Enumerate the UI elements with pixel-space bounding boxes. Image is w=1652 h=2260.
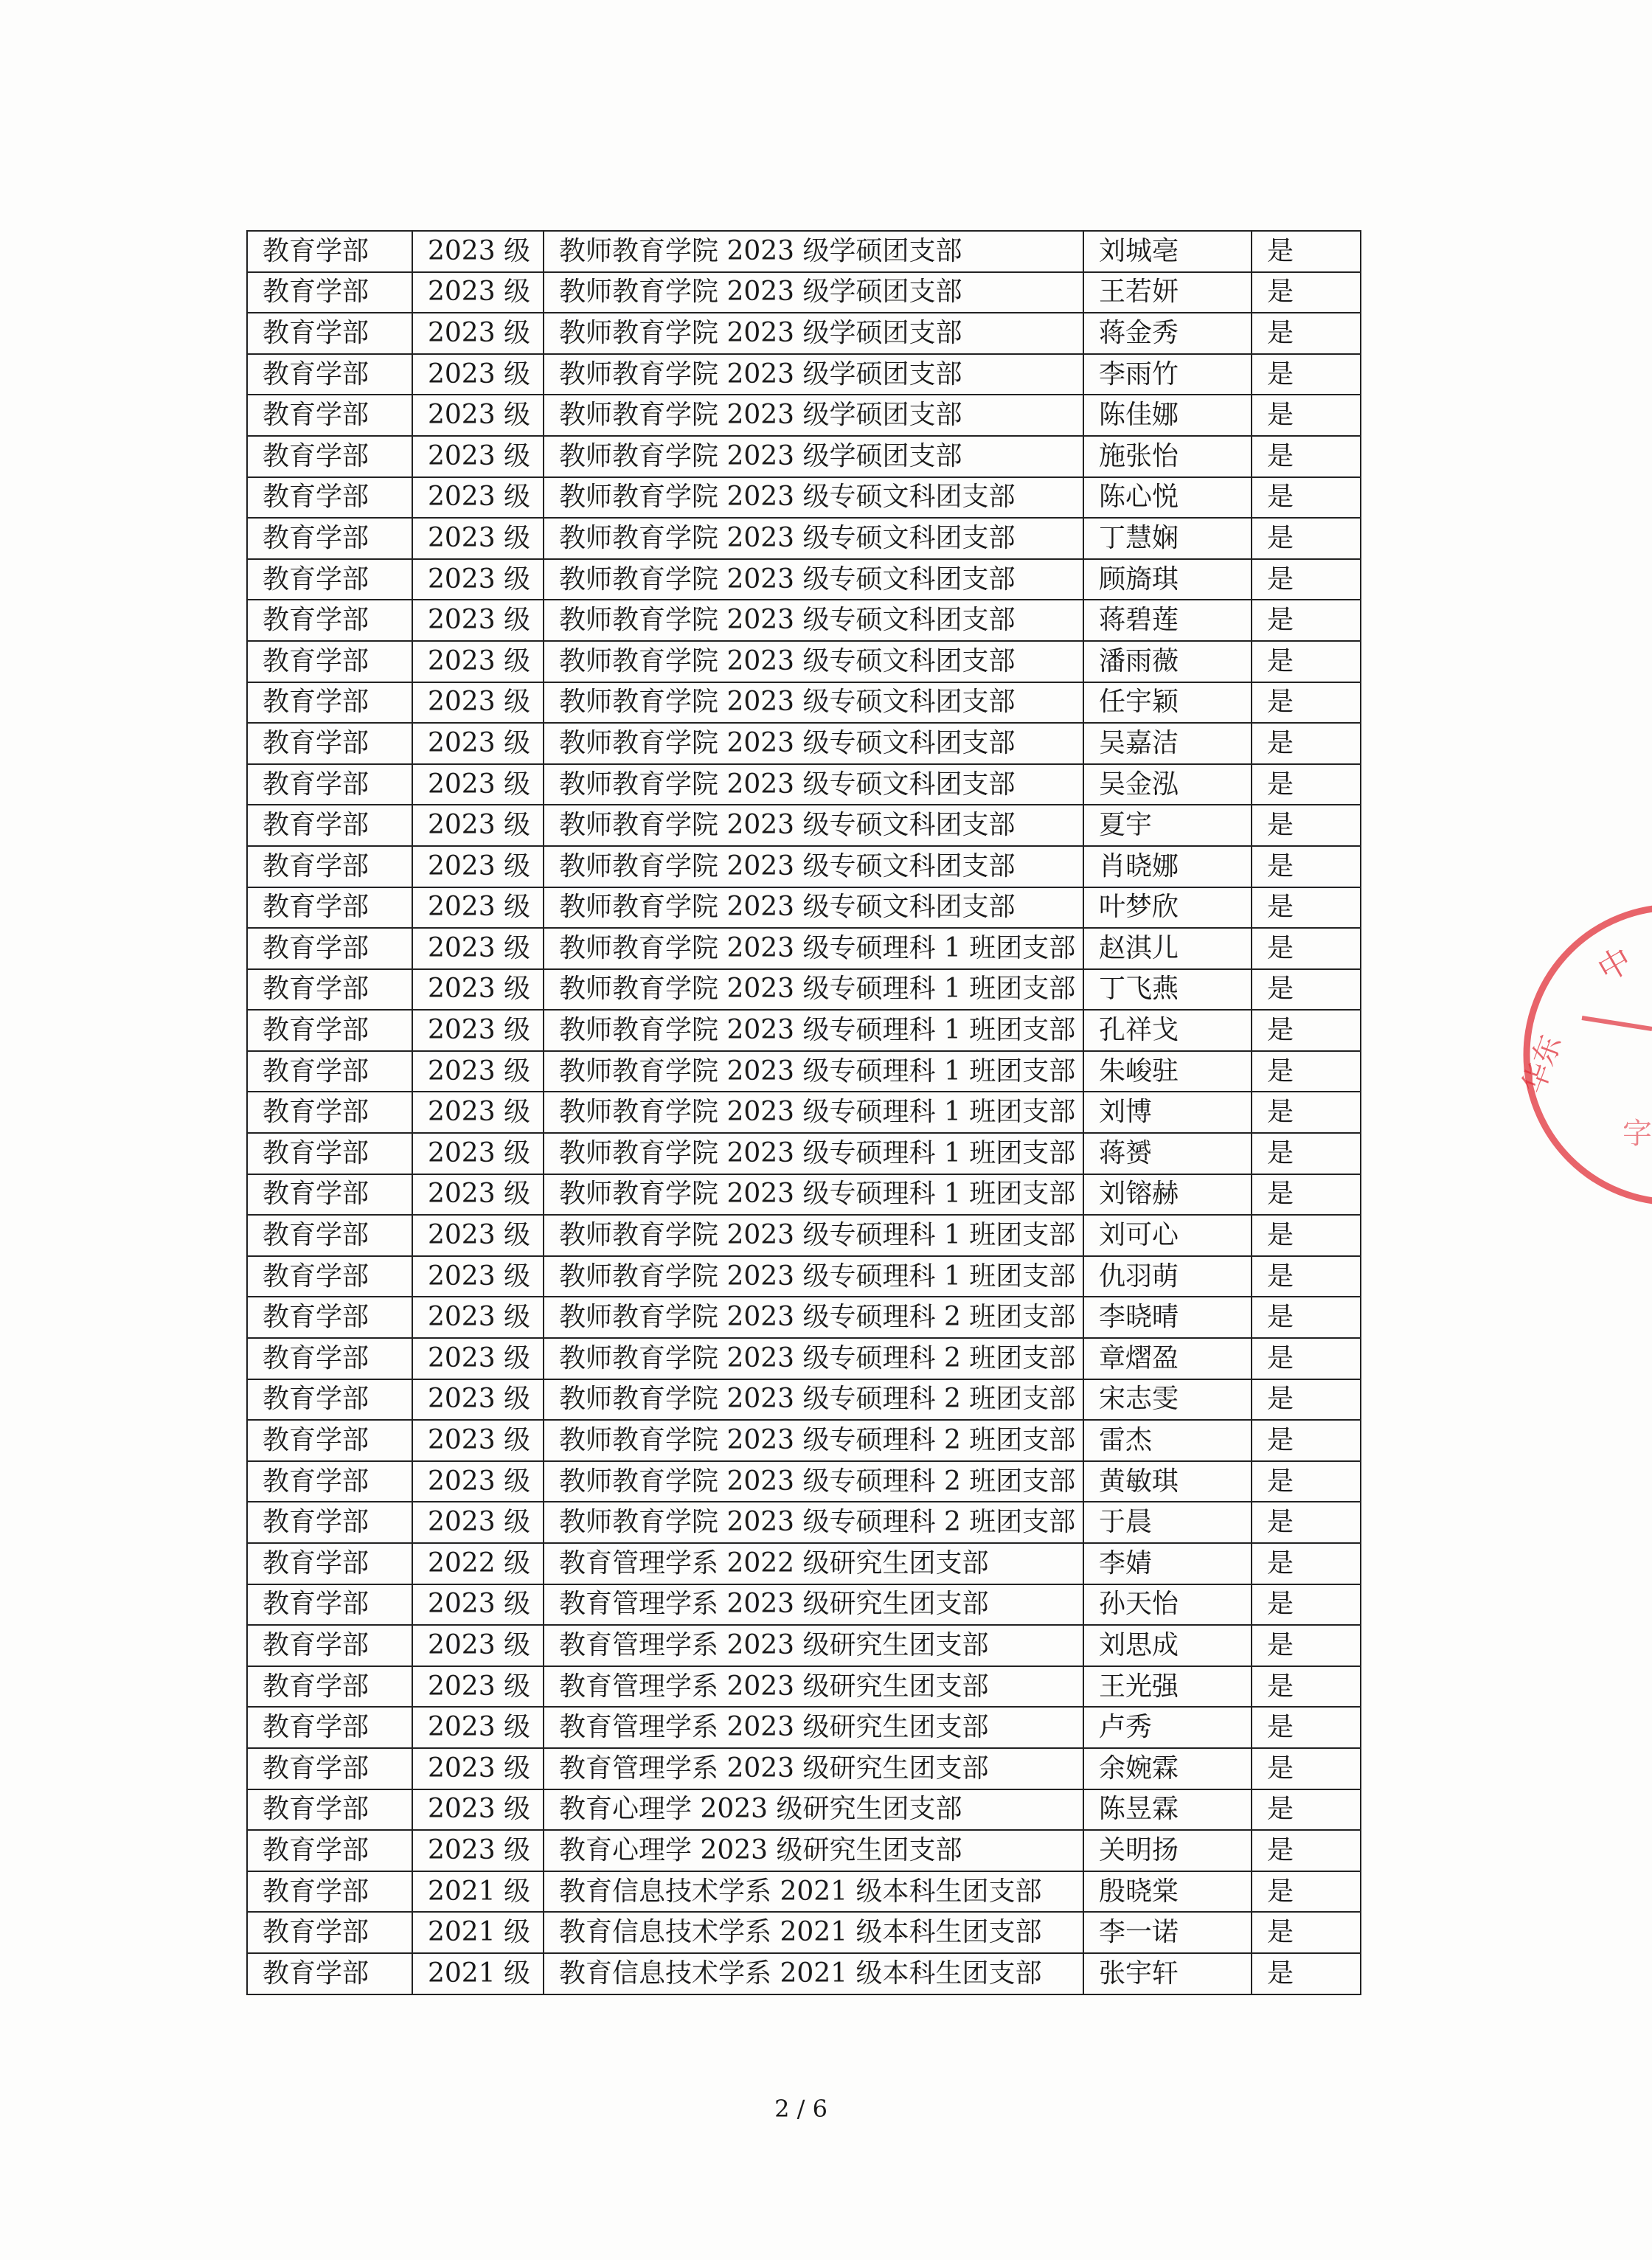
status-cell: 是 (1252, 231, 1361, 272)
page-number: 2 / 6 (774, 2095, 827, 2123)
table-row (247, 1420, 1361, 1461)
department-cell: 教育学部 (247, 313, 412, 354)
grade-cell: 2023 级 (412, 1297, 544, 1338)
table-row (247, 395, 1361, 436)
status-cell: 是 (1252, 1215, 1361, 1256)
department-cell: 教育学部 (247, 1666, 412, 1708)
status-cell: 是 (1252, 1502, 1361, 1543)
branch-cell: 教师教育学院 2023 级专硕文科团支部 (544, 641, 1083, 682)
table-row (247, 1707, 1361, 1748)
department-cell: 教育学部 (247, 682, 412, 724)
department-cell: 教育学部 (247, 600, 412, 641)
name-cell: 李晓晴 (1083, 1297, 1252, 1338)
department-cell: 教育学部 (247, 1953, 412, 1994)
table-row (247, 723, 1361, 764)
status-cell: 是 (1252, 887, 1361, 929)
grade-cell: 2023 级 (412, 764, 544, 805)
department-cell: 教育学部 (247, 1215, 412, 1256)
branch-cell: 教育管理学系 2023 级研究生团支部 (544, 1707, 1083, 1748)
branch-cell: 教师教育学院 2023 级专硕文科团支部 (544, 887, 1083, 929)
branch-cell: 教师教育学院 2023 级专硕文科团支部 (544, 846, 1083, 887)
status-cell: 是 (1252, 1543, 1361, 1584)
status-cell: 是 (1252, 436, 1361, 477)
department-cell: 教育学部 (247, 1420, 412, 1461)
status-cell: 是 (1252, 1133, 1361, 1174)
department-cell: 教育学部 (247, 641, 412, 682)
official-seal-stamp (1516, 900, 1652, 1210)
department-cell: 教育学部 (247, 1379, 412, 1421)
branch-cell: 教师教育学院 2023 级专硕理科 2 班团支部 (544, 1297, 1083, 1338)
department-cell: 教育学部 (247, 764, 412, 805)
status-cell: 是 (1252, 1789, 1361, 1831)
branch-cell: 教育管理学系 2023 级研究生团支部 (544, 1625, 1083, 1666)
branch-cell: 教师教育学院 2023 级专硕理科 1 班团支部 (544, 1215, 1083, 1256)
table-row (247, 1953, 1361, 1994)
department-cell: 教育学部 (247, 1584, 412, 1626)
name-cell: 卢秀 (1083, 1707, 1252, 1748)
status-cell: 是 (1252, 1051, 1361, 1092)
status-cell: 是 (1252, 1707, 1361, 1748)
table-row (247, 1461, 1361, 1502)
department-cell: 教育学部 (247, 887, 412, 929)
name-cell: 蒋金秀 (1083, 313, 1252, 354)
table-row (247, 1584, 1361, 1626)
name-cell: 丁慧娴 (1083, 518, 1252, 559)
table-row (247, 1625, 1361, 1666)
table-row (247, 1338, 1361, 1379)
svg-text:华东: 华东 (1516, 1030, 1569, 1098)
grade-cell: 2023 级 (412, 682, 544, 724)
grade-cell: 2023 级 (412, 1133, 544, 1174)
branch-cell: 教师教育学院 2023 级学硕团支部 (544, 272, 1083, 313)
status-cell: 是 (1252, 1912, 1361, 1953)
branch-cell: 教师教育学院 2023 级专硕文科团支部 (544, 682, 1083, 724)
grade-cell: 2023 级 (412, 1256, 544, 1297)
branch-cell: 教师教育学院 2023 级专硕理科 2 班团支部 (544, 1379, 1083, 1421)
name-cell: 刘城亳 (1083, 231, 1252, 272)
table-row (247, 1297, 1361, 1338)
grade-cell: 2023 级 (412, 1830, 544, 1871)
department-cell: 教育学部 (247, 1051, 412, 1092)
grade-cell: 2023 级 (412, 1092, 544, 1133)
name-cell: 王光强 (1083, 1666, 1252, 1708)
table-row (247, 1092, 1361, 1133)
name-cell: 李雨竹 (1083, 354, 1252, 395)
branch-cell: 教师教育学院 2023 级专硕文科团支部 (544, 764, 1083, 805)
name-cell: 施张怡 (1083, 436, 1252, 477)
branch-cell: 教师教育学院 2023 级专硕文科团支部 (544, 600, 1083, 641)
branch-cell: 教师教育学院 2023 级专硕理科 1 班团支部 (544, 1256, 1083, 1297)
branch-cell: 教师教育学院 2023 级专硕理科 1 班团支部 (544, 969, 1083, 1011)
grade-cell: 2023 级 (412, 1338, 544, 1379)
branch-cell: 教师教育学院 2023 级专硕理科 2 班团支部 (544, 1420, 1083, 1461)
status-cell: 是 (1252, 1830, 1361, 1871)
department-cell: 教育学部 (247, 928, 412, 969)
name-cell: 陈心悦 (1083, 477, 1252, 519)
status-cell: 是 (1252, 1297, 1361, 1338)
grade-cell: 2023 级 (412, 887, 544, 929)
name-cell: 夏宇 (1083, 805, 1252, 846)
department-cell: 教育学部 (247, 1502, 412, 1543)
grade-cell: 2023 级 (412, 1584, 544, 1626)
branch-cell: 教师教育学院 2023 级专硕理科 1 班团支部 (544, 1010, 1083, 1051)
table-row (247, 559, 1361, 600)
table-row (247, 1215, 1361, 1256)
name-cell: 陈昱霖 (1083, 1789, 1252, 1831)
name-cell: 顾旖琪 (1083, 559, 1252, 600)
department-cell: 教育学部 (247, 436, 412, 477)
name-cell: 王若妍 (1083, 272, 1252, 313)
grade-cell: 2023 级 (412, 723, 544, 764)
table-row (247, 1051, 1361, 1092)
grade-cell: 2023 级 (412, 1748, 544, 1789)
status-cell: 是 (1252, 1338, 1361, 1379)
table-row (247, 1830, 1361, 1871)
grade-cell: 2021 级 (412, 1912, 544, 1953)
branch-cell: 教师教育学院 2023 级专硕理科 2 班团支部 (544, 1338, 1083, 1379)
branch-cell: 教师教育学院 2023 级专硕理科 1 班团支部 (544, 1174, 1083, 1216)
status-cell: 是 (1252, 1092, 1361, 1133)
branch-cell: 教育管理学系 2022 级研究生团支部 (544, 1543, 1083, 1584)
branch-cell: 教师教育学院 2023 级学硕团支部 (544, 436, 1083, 477)
grade-cell: 2023 级 (412, 1707, 544, 1748)
table-row (247, 887, 1361, 929)
branch-cell: 教师教育学院 2023 级专硕文科团支部 (544, 723, 1083, 764)
table-row (247, 1256, 1361, 1297)
department-cell: 教育学部 (247, 969, 412, 1011)
name-cell: 殷晓棠 (1083, 1871, 1252, 1913)
table-row (247, 846, 1361, 887)
branch-cell: 教师教育学院 2023 级专硕理科 2 班团支部 (544, 1461, 1083, 1502)
table-row (247, 1543, 1361, 1584)
name-cell: 肖晓娜 (1083, 846, 1252, 887)
name-cell: 刘可心 (1083, 1215, 1252, 1256)
name-cell: 孙天怡 (1083, 1584, 1252, 1626)
grade-cell: 2023 级 (412, 969, 544, 1011)
department-cell: 教育学部 (247, 559, 412, 600)
department-cell: 教育学部 (247, 1297, 412, 1338)
grade-cell: 2021 级 (412, 1871, 544, 1913)
table-row (247, 1379, 1361, 1421)
table-row (247, 764, 1361, 805)
name-cell: 张宇轩 (1083, 1953, 1252, 1994)
table-row (247, 641, 1361, 682)
status-cell: 是 (1252, 1625, 1361, 1666)
department-cell: 教育学部 (247, 1830, 412, 1871)
department-cell: 教育学部 (247, 1625, 412, 1666)
status-cell: 是 (1252, 1420, 1361, 1461)
department-cell: 教育学部 (247, 805, 412, 846)
grade-cell: 2023 级 (412, 477, 544, 519)
department-cell: 教育学部 (247, 1461, 412, 1502)
grade-cell: 2022 级 (412, 1543, 544, 1584)
branch-cell: 教师教育学院 2023 级专硕理科 1 班团支部 (544, 928, 1083, 969)
branch-cell: 教师教育学院 2023 级专硕理科 1 班团支部 (544, 1051, 1083, 1092)
name-cell: 任宇颖 (1083, 682, 1252, 724)
branch-cell: 教师教育学院 2023 级专硕文科团支部 (544, 805, 1083, 846)
table-row (247, 1789, 1361, 1831)
department-cell: 教育学部 (247, 846, 412, 887)
table-row (247, 313, 1361, 354)
grade-cell: 2023 级 (412, 1051, 544, 1092)
branch-cell: 教师教育学院 2023 级学硕团支部 (544, 313, 1083, 354)
name-cell: 丁飞燕 (1083, 969, 1252, 1011)
table-row (247, 600, 1361, 641)
grade-cell: 2023 级 (412, 1461, 544, 1502)
table-row (247, 1174, 1361, 1216)
department-cell: 教育学部 (247, 1338, 412, 1379)
branch-cell: 教师教育学院 2023 级学硕团支部 (544, 395, 1083, 436)
branch-cell: 教师教育学院 2023 级专硕文科团支部 (544, 559, 1083, 600)
branch-cell: 教育管理学系 2023 级研究生团支部 (544, 1748, 1083, 1789)
status-cell: 是 (1252, 1174, 1361, 1216)
grade-cell: 2023 级 (412, 1625, 544, 1666)
branch-cell: 教育管理学系 2023 级研究生团支部 (544, 1584, 1083, 1626)
department-cell: 教育学部 (247, 1174, 412, 1216)
branch-cell: 教育心理学 2023 级研究生团支部 (544, 1789, 1083, 1831)
name-cell: 李一诺 (1083, 1912, 1252, 1953)
name-cell: 陈佳娜 (1083, 395, 1252, 436)
grade-cell: 2023 级 (412, 1174, 544, 1216)
table-row (247, 928, 1361, 969)
branch-cell: 教育信息技术学系 2021 级本科生团支部 (544, 1871, 1083, 1913)
department-cell: 教育学部 (247, 1010, 412, 1051)
name-cell: 孔祥戈 (1083, 1010, 1252, 1051)
name-cell: 宋志雯 (1083, 1379, 1252, 1421)
grade-cell: 2023 级 (412, 354, 544, 395)
branch-cell: 教育心理学 2023 级研究生团支部 (544, 1830, 1083, 1871)
status-cell: 是 (1252, 395, 1361, 436)
grade-cell: 2023 级 (412, 846, 544, 887)
name-cell: 李婧 (1083, 1543, 1252, 1584)
table-row (247, 1133, 1361, 1174)
name-cell: 仇羽萌 (1083, 1256, 1252, 1297)
branch-cell: 教师教育学院 2023 级学硕团支部 (544, 354, 1083, 395)
svg-text:字: 字 (1622, 1117, 1652, 1151)
name-cell: 蒋碧莲 (1083, 600, 1252, 641)
grade-cell: 2023 级 (412, 518, 544, 559)
member-table-body (247, 231, 1361, 1994)
name-cell: 刘博 (1083, 1092, 1252, 1133)
table-row (247, 272, 1361, 313)
status-cell: 是 (1252, 1461, 1361, 1502)
status-cell: 是 (1252, 1010, 1361, 1051)
name-cell: 刘镕赫 (1083, 1174, 1252, 1216)
grade-cell: 2023 级 (412, 231, 544, 272)
status-cell: 是 (1252, 805, 1361, 846)
name-cell: 赵淇儿 (1083, 928, 1252, 969)
status-cell: 是 (1252, 477, 1361, 519)
grade-cell: 2023 级 (412, 805, 544, 846)
branch-cell: 教师教育学院 2023 级专硕理科 2 班团支部 (544, 1502, 1083, 1543)
table-row (247, 1871, 1361, 1913)
department-cell: 教育学部 (247, 518, 412, 559)
status-cell: 是 (1252, 928, 1361, 969)
table-row (247, 1912, 1361, 1953)
department-cell: 教育学部 (247, 1912, 412, 1953)
status-cell: 是 (1252, 518, 1361, 559)
status-cell: 是 (1252, 1379, 1361, 1421)
status-cell: 是 (1252, 600, 1361, 641)
name-cell: 刘思成 (1083, 1625, 1252, 1666)
grade-cell: 2023 级 (412, 272, 544, 313)
department-cell: 教育学部 (247, 1707, 412, 1748)
name-cell: 吴金泓 (1083, 764, 1252, 805)
name-cell: 章熠盈 (1083, 1338, 1252, 1379)
status-cell: 是 (1252, 1584, 1361, 1626)
status-cell: 是 (1252, 559, 1361, 600)
department-cell: 教育学部 (247, 1748, 412, 1789)
branch-cell: 教育信息技术学系 2021 级本科生团支部 (544, 1953, 1083, 1994)
grade-cell: 2023 级 (412, 1666, 544, 1708)
status-cell: 是 (1252, 1748, 1361, 1789)
branch-cell: 教育信息技术学系 2021 级本科生团支部 (544, 1912, 1083, 1953)
department-cell: 教育学部 (247, 231, 412, 272)
branch-cell: 教师教育学院 2023 级专硕理科 1 班团支部 (544, 1092, 1083, 1133)
status-cell: 是 (1252, 1871, 1361, 1913)
department-cell: 教育学部 (247, 1092, 412, 1133)
grade-cell: 2023 级 (412, 436, 544, 477)
department-cell: 教育学部 (247, 1789, 412, 1831)
table-row (247, 436, 1361, 477)
branch-cell: 教师教育学院 2023 级专硕文科团支部 (544, 477, 1083, 519)
name-cell: 吴嘉洁 (1083, 723, 1252, 764)
table-row (247, 805, 1361, 846)
table-row (247, 682, 1361, 724)
department-cell: 教育学部 (247, 395, 412, 436)
status-cell: 是 (1252, 272, 1361, 313)
grade-cell: 2023 级 (412, 1215, 544, 1256)
name-cell: 朱峻驻 (1083, 1051, 1252, 1092)
grade-cell: 2023 级 (412, 1789, 544, 1831)
status-cell: 是 (1252, 1256, 1361, 1297)
grade-cell: 2023 级 (412, 1420, 544, 1461)
table-row (247, 518, 1361, 559)
grade-cell: 2023 级 (412, 313, 544, 354)
grade-cell: 2021 级 (412, 1953, 544, 1994)
status-cell: 是 (1252, 846, 1361, 887)
department-cell: 教育学部 (247, 272, 412, 313)
status-cell: 是 (1252, 764, 1361, 805)
grade-cell: 2023 级 (412, 1502, 544, 1543)
department-cell: 教育学部 (247, 1256, 412, 1297)
status-cell: 是 (1252, 969, 1361, 1011)
name-cell: 黄敏琪 (1083, 1461, 1252, 1502)
table-row (247, 1502, 1361, 1543)
table-row (247, 969, 1361, 1011)
grade-cell: 2023 级 (412, 1379, 544, 1421)
table-row (247, 354, 1361, 395)
grade-cell: 2023 级 (412, 1010, 544, 1051)
department-cell: 教育学部 (247, 723, 412, 764)
grade-cell: 2023 级 (412, 928, 544, 969)
branch-cell: 教师教育学院 2023 级专硕文科团支部 (544, 518, 1083, 559)
table-row (247, 1666, 1361, 1708)
name-cell: 雷杰 (1083, 1420, 1252, 1461)
table-row (247, 1748, 1361, 1789)
status-cell: 是 (1252, 1666, 1361, 1708)
status-cell: 是 (1252, 313, 1361, 354)
name-cell: 潘雨薇 (1083, 641, 1252, 682)
branch-cell: 教师教育学院 2023 级专硕理科 1 班团支部 (544, 1133, 1083, 1174)
name-cell: 叶梦欣 (1083, 887, 1252, 929)
branch-cell: 教师教育学院 2023 级学硕团支部 (544, 231, 1083, 272)
status-cell: 是 (1252, 1953, 1361, 1994)
grade-cell: 2023 级 (412, 559, 544, 600)
status-cell: 是 (1252, 682, 1361, 724)
grade-cell: 2023 级 (412, 395, 544, 436)
department-cell: 教育学部 (247, 1543, 412, 1584)
table-row (247, 1010, 1361, 1051)
status-cell: 是 (1252, 641, 1361, 682)
department-cell: 教育学部 (247, 1871, 412, 1913)
department-cell: 教育学部 (247, 354, 412, 395)
department-cell: 教育学部 (247, 477, 412, 519)
status-cell: 是 (1252, 723, 1361, 764)
branch-cell: 教育管理学系 2023 级研究生团支部 (544, 1666, 1083, 1708)
name-cell: 于晨 (1083, 1502, 1252, 1543)
grade-cell: 2023 级 (412, 641, 544, 682)
name-cell: 蒋赟 (1083, 1133, 1252, 1174)
member-table (246, 230, 1361, 1995)
table-row (247, 477, 1361, 519)
grade-cell: 2023 级 (412, 600, 544, 641)
name-cell: 关明扬 (1083, 1830, 1252, 1871)
svg-text:中: 中 (1592, 940, 1639, 990)
department-cell: 教育学部 (247, 1133, 412, 1174)
table-row (247, 231, 1361, 272)
status-cell: 是 (1252, 354, 1361, 395)
name-cell: 余婉霖 (1083, 1748, 1252, 1789)
